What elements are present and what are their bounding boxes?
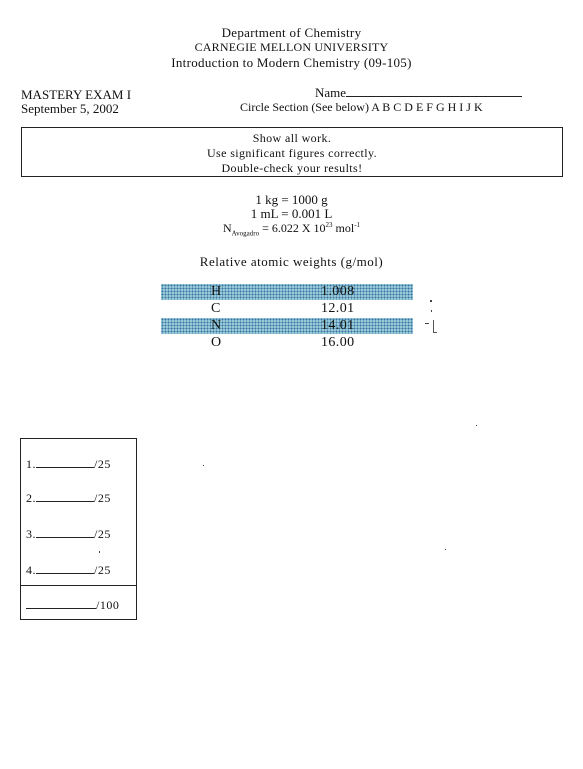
instruction-line: Show all work. bbox=[252, 131, 332, 145]
scan-speck bbox=[445, 549, 446, 550]
department-heading: Department of Chemistry bbox=[221, 25, 362, 40]
weight-row-h bbox=[161, 284, 413, 300]
instruction-line: Use significant figures correctly. bbox=[206, 146, 378, 160]
element-symbol: N bbox=[211, 318, 222, 333]
score-out-of: /25 bbox=[94, 491, 111, 505]
score-number: 2. bbox=[26, 491, 36, 505]
scan-mark bbox=[433, 320, 437, 333]
scan-speck bbox=[425, 323, 429, 324]
score-blank[interactable] bbox=[36, 458, 94, 468]
instructions-box bbox=[21, 127, 563, 177]
avogadro-exponent: 23 bbox=[325, 221, 333, 229]
score-line-1[interactable] bbox=[26, 457, 111, 472]
score-number: 1. bbox=[26, 457, 36, 471]
scan-speck bbox=[431, 310, 432, 312]
avogadro-symbol: N bbox=[222, 221, 232, 235]
score-total[interactable] bbox=[26, 598, 119, 613]
university-heading: CARNEGIE MELLON UNIVERSITY bbox=[194, 40, 389, 54]
weight-row-o bbox=[161, 335, 413, 351]
element-weight: 1.008 bbox=[321, 284, 355, 299]
score-line-3[interactable] bbox=[26, 527, 111, 542]
score-blank[interactable] bbox=[36, 564, 94, 574]
avogadro-subscript: Avogadro bbox=[231, 229, 260, 238]
score-out-of: /25 bbox=[94, 457, 111, 471]
element-symbol: C bbox=[211, 301, 221, 316]
course-heading: Introduction to Modern Chemistry (09-105) bbox=[171, 55, 412, 70]
score-number: 3. bbox=[26, 527, 36, 541]
section-label: Circle Section (See below) A B C D E F G H I J K bbox=[240, 100, 483, 114]
total-blank[interactable] bbox=[26, 599, 96, 609]
score-number: 4. bbox=[26, 563, 36, 577]
score-line-4[interactable] bbox=[26, 563, 111, 578]
avogadro-unit: mol bbox=[335, 221, 355, 235]
score-box bbox=[20, 438, 137, 620]
constant-kg: 1 kg = 1000 g bbox=[255, 192, 328, 207]
exam-title: MASTERY EXAM I bbox=[21, 87, 132, 102]
element-weight: 14.01 bbox=[321, 318, 355, 333]
element-weight: 16.00 bbox=[321, 335, 355, 350]
total-out-of: /100 bbox=[96, 598, 120, 612]
element-weight: 12.01 bbox=[321, 301, 355, 316]
score-out-of: /25 bbox=[94, 527, 111, 541]
weights-title: Relative atomic weights (g/mol) bbox=[199, 254, 384, 269]
name-field[interactable] bbox=[315, 85, 522, 101]
scan-speck bbox=[476, 425, 477, 426]
avogadro-unit-exponent: -1 bbox=[354, 221, 361, 229]
exam-date: September 5, 2002 bbox=[21, 101, 119, 116]
score-out-of: /25 bbox=[94, 563, 111, 577]
scan-speck bbox=[203, 465, 204, 466]
element-symbol: O bbox=[211, 335, 222, 350]
avogadro-value: = 6.022 X 10 bbox=[262, 221, 326, 235]
scan-speck bbox=[430, 300, 432, 302]
name-line[interactable] bbox=[346, 86, 522, 97]
weight-row-n bbox=[161, 318, 413, 334]
score-blank[interactable] bbox=[36, 528, 94, 538]
score-blank[interactable] bbox=[36, 492, 94, 502]
constant-ml: 1 mL = 0.001 L bbox=[250, 206, 333, 221]
instruction-line: Double-check your results! bbox=[221, 161, 363, 175]
score-line-2[interactable] bbox=[26, 491, 111, 506]
name-label: Name bbox=[315, 85, 347, 100]
element-symbol: H bbox=[211, 284, 222, 299]
score-separator bbox=[21, 585, 136, 586]
constant-avogadro bbox=[0, 221, 583, 237]
weight-row-c bbox=[161, 301, 413, 317]
